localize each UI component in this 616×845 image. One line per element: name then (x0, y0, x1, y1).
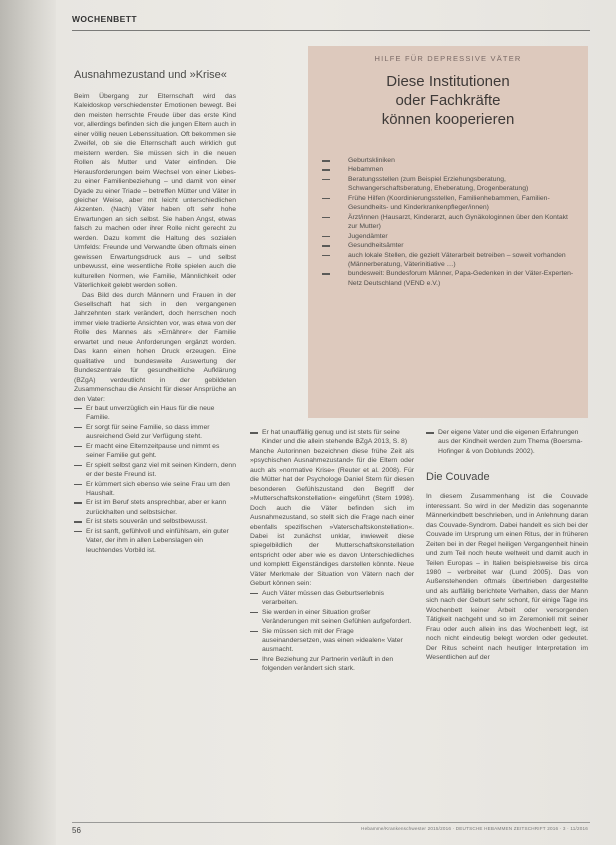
dash-bullet (74, 502, 82, 504)
journal-footer: Hebamme/Krankenschwester 2015/2016 · DEUTSCHE HEBAMMEN ZEITSCHRIFT 2016 · 3 · 11/2016 (361, 826, 588, 831)
list-item: Er ist stets souverän und selbstbewusst. (74, 517, 236, 526)
list-item: Er hat unauffällig genug und ist stets für seine Kinder und die allein stehende BZgA 2013, S. 8) (250, 428, 414, 447)
section-label: WOCHENBETT (72, 14, 137, 24)
page-spine-shadow (0, 0, 56, 845)
dash-bullet (74, 465, 82, 467)
dash-bullet (322, 179, 330, 181)
list-item: Ihre Beziehung zur Partnerin verläuft in den folgenden verändert sich stark. (250, 655, 414, 674)
top-rule (72, 30, 590, 31)
list-item: Hebammen (322, 165, 574, 174)
list-item: Er ist sanft, gefühlvoll und einfühlsam, ein guter Vater, der ihm in allen Lebenslagen ein leuchtendes Vorbild ist. (74, 527, 236, 555)
dash-bullet (250, 631, 258, 633)
list-item: bundesweit: Bundesforum Männer, Papa-Gedenken in der Väter-Experten-Netz Deutschland (VEND e.V.) (322, 269, 574, 288)
list-item: Ärzt/innen (Hausarzt, Kinderarzt, auch Gynäkologinnen über den Kontakt zur Mutter) (322, 213, 574, 232)
subtitle-ausnahmezustand: Ausnahmezustand und »Krise« (74, 69, 227, 81)
list-item: Er kümmert sich ebenso wie seine Frau um den Haushalt. (74, 480, 236, 499)
dash-bullet (322, 169, 330, 171)
list-item: Frühe Hilfen (Koordinierungsstellen, Familienhebammen, Familien-Gesundheits- und Kinderkrankenpfleger/innen) (322, 194, 574, 213)
list-item: Auch Väter müssen das Geburtserlebnis verarbeiten. (250, 589, 414, 608)
subtitle-couvade: Die Couvade (426, 471, 490, 484)
paragraph: Manche Autorinnen bezeichnen diese frühe Zeit als »psychischen Ausnahmezustand« für die Eltern oder auch als »normative Krise« (Reuter et al. 2008). Für die Mütter hat der Psychologe Daniel Stern für diesen besonderen Gefühlszustand den Begriff der »Mutterschaftskonstellation« eingeführt (Stern 1998). Doch auch die Väter befinden sich im Ausnahmezustand, so stellt sich die Frage nach einer ebenfalls spezifischen »Vaterschaftskonstellation«. Dabei ist zunächst unklar, inwieweit diese spiegelbildlich der Mutterschaftskonstellation entspricht oder aber wie es davon Unterschiedliches und komplett Eigenständiges darstellen könnte. Neue Väter Merkmale der Situation von Vätern nach der Geburt können sein: (250, 447, 414, 588)
continued-list (250, 428, 414, 447)
info-box-title: Diese Institutionen oder Fachkräfte können kooperieren (381, 73, 515, 128)
dash-bullet (250, 659, 258, 661)
dash-bullet (322, 217, 330, 219)
list-item: Jugendämter (322, 232, 574, 241)
column-2 (250, 428, 414, 674)
column-3 (426, 428, 588, 663)
list-item: Der eigene Vater und die eigenen Erfahrungen aus der Kindheit werden zum Thema (Boersma-Hofinger & von Doblunds 2002). (426, 428, 588, 456)
dash-bullet (322, 273, 330, 275)
info-box-kicker: HILFE FÜR DEPRESSIVE VÄTER (374, 54, 522, 63)
list-item: Er spielt selbst ganz viel mit seinen Kindern, denn er der beste Freund ist. (74, 461, 236, 480)
list-item: Er macht eine Elternzeitpause und nimmt es seiner Familie gut geht. (74, 442, 236, 461)
dash-bullet (322, 160, 330, 162)
list-item: auch lokale Stellen, die gezielt Väterarbeit betreiben – soweit vorhanden (Männerberatung, Väterinitiative …) (322, 251, 574, 270)
list-item: Er baut unverzüglich ein Haus für die neue Familie. (74, 404, 236, 423)
list-item: Gesundheitsämter (322, 241, 574, 250)
institutions-list (322, 156, 574, 288)
list-item: Er ist im Beruf stets ansprechbar, aber er kann zurückhalten und selbstsicher. (74, 498, 236, 517)
dash-bullet (74, 521, 82, 523)
dash-bullet (74, 408, 82, 410)
paragraph: Beim Übergang zur Elternschaft wird das Kaleidoskop verschiedenster Emotionen bewegt. Bei den meisten herrschte Freude über das erste Kind vor, allerdings befinden sich die jungen Eltern auch in einer völlig neuen Lebenssituation. Oft bekommen sie Zweifel, ob sie die Elternschaft auch wirklich gut meistern werden. Sie müssen sich in die neuen Rollen als Mutter und Vater einfinden. Die Herausforderungen beim Wechsel von einer Liebes- zu einer Familienbeziehung – und damit von einer Dyade zu einer Triade – betreffen Mütter und Väter in gleicher Weise, aber mit leicht unterschiedlichen Akzenten. (Nach) Väter haben oft sehr hohe Erwartungen an sich selbst. Sie haben Angst, etwas falsch zu machen oder ihrer Rolle nicht gerecht zu werden. Dazu kommt die Haltung des sozialen Umfelds: Freunde und Verwandte üben oftmals einen gewissen Erwartungsdruck aus – und selbst unbewusst, eine wesentliche Rolle spielen auch die kulturellen Normen, wie Familie, Männlichkeit oder Väterlichkeit gelebt werden sollen. (74, 93, 236, 290)
dash-bullet (74, 427, 82, 429)
page-number: 56 (72, 826, 81, 835)
dash-bullet (250, 432, 258, 434)
info-box (308, 46, 588, 418)
list-item: Sie müssen sich mit der Frage auseinandersetzen, was einen »idealen« Vater ausmacht. (250, 627, 414, 655)
dash-bullet (250, 612, 258, 614)
list-item: Er sorgt für seine Familie, so dass immer ausreichend Geld zur Verfügung steht. (74, 423, 236, 442)
father-situation-list (250, 589, 414, 674)
list-item: Geburtskliniken (322, 156, 574, 165)
dash-bullet (74, 446, 82, 448)
dash-bullet (322, 255, 330, 257)
dash-bullet (322, 198, 330, 200)
continued-list (426, 428, 588, 456)
bottom-rule (72, 822, 590, 823)
dash-bullet (250, 593, 258, 595)
dash-bullet (322, 245, 330, 247)
column-1 (74, 68, 236, 555)
dash-bullet (74, 484, 82, 486)
paragraph: Das Bild des durch Männern und Frauen in der Gesellschaft hat sich in den vergangenen Jahrzehnten stark verändert, doch herrschen noch immer viele tradierte Ansichten vor, was etwa von der Rolle des Mannes als »Ernährer« der Familie erwartet und neue Anforderungen ergänzt worden. Das kann einen hohen Druck erzeugen. Eine qualitative und bundesweite Auswertung der Bundeszentrale für gesundheitliche Aufklärung (BZgA) verdeutlicht in der gebildeten Zusammenschau die Ansicht für dieser Ansprüche an den Vater: (74, 291, 236, 403)
list-item: Sie werden in einer Situation großer Veränderungen mit seinen Gefühlen aufgefordert. (250, 608, 414, 627)
dash-bullet (322, 236, 330, 238)
paragraph: In diesem Zusammenhang ist die Couvade interessant. So wird in der Medizin das sogenannte Männerkindbett beschrieben, und in Anlehnung daran das Couvade-Syndrom. Dabei handelt es sich bei der Couvade im Ursprung um einen Ritus, der in früheren Zeiten bei in der Regel heiligen Vergangenheit hinein und zum Teil noch heute weltweit und damit auch in Teilen Europas – in Italien beispielsweise bis circa 1980 – verbreitet war (Lund 2005). Das von Außenstehenden oftmals übertrieben dargestellte und als auffällig berichtete Verhalten, dass der Mann sich nach der Geburt sehr schont, für einige Tage ins Wochenbett keiner Arbeit oder versorgenden Tätigkeit nachgeht und so im Zeremoniell mit seiner Frau oder auch allein ins das Wochenbett legt, ist noch nicht eindeutig belegt worden oder gedeutet. Der Ritus scheint nach heutiger Interpretation im Wesentlichen auf der (426, 493, 588, 662)
dash-bullet (74, 531, 82, 533)
dash-bullet (426, 432, 434, 434)
expectations-list (74, 404, 236, 555)
list-item: Beratungsstellen (zum Beispiel Erziehungsberatung, Schwangerschaftsberatung, Eheberatung, Drogenberatung) (322, 175, 574, 194)
